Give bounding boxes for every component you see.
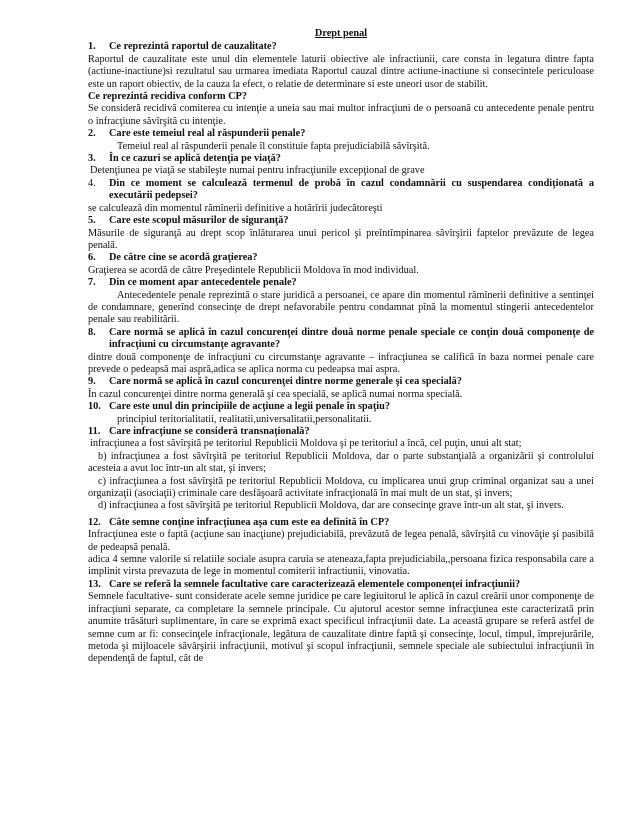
question-text: Care normă se aplică în cazul concurenţei dintre norme generale şi cea specială? (109, 376, 462, 388)
answer-5: Măsurile de siguranţă au drept scop înlăturarea unui pericol şi preîntîmpinarea săvîrşirii faptelor prevăzute de legea penală. (88, 227, 594, 251)
answer-12-b: adica 4 semne valorile si relatiile sociale asupra caruia se ateneaza,fapta prejudiciabila,,persoana fizica responsabila care a implinit virsta prevazuta de lege in momentul comiterii infractiunii, vinovatia. (88, 554, 594, 578)
question-text: Care se referă la semnele facultative care caracterizează elementele componenţei infracţiunii? (109, 578, 521, 590)
question-text: Din ce moment se calculează termenul de probă în cazul condamnării cu suspendarea condiţionată a executării pedepsei? (109, 177, 594, 202)
answer-recidiva: Se consideră recidivă comiterea cu intenţie a uneia sau mai multor infracţiuni de o persoană cu antecedente penale pentru o infracţiune săvîrşită cu intenţie. (88, 103, 594, 127)
question-text: Câte semne conţine infracţiunea aşa cum este ea definită în CP? (109, 516, 390, 528)
question-number: 10. (88, 401, 101, 413)
answer-9: În cazul concurenţei dintre norma generală şi cea specială, se aplică numai norma specială. (88, 388, 463, 400)
question-4 (88, 178, 594, 203)
question-number: 3. (88, 153, 96, 165)
answer-2: Temeiul real al răspunderii penale îl constituie fapta prejudiciabilă săvîrşită. (117, 140, 430, 152)
answer-13: Semnele facultative- sunt considerate acele semne juridice pe care legiuitorul le aplică în cazul creării unor componenţe de infracţiuni separate, ca completare la semnele principale. Cu ajutorul acestor semne infracţiunea este caracterizată prin anumite trăsături suplimentare, în care se exprimă exact specificul infracţiunii date. La această grupare se referă astfel de semne cum ar fi: consecinţele infracţionale, legătura de cauzalitate dintre faptă şi consecinţe, locul, timpul, împrejurările, metoda şi mijloacele săvârşirii infracţiunii, motivul şi scopul infracţiunii, semnele speciale ale subiectului infracţiunii în dependenţă de faptul, cât de (88, 591, 594, 665)
question-number: 7. (88, 277, 96, 289)
question-number: 12. (88, 516, 101, 528)
question-number: 8. (88, 326, 96, 338)
answer-12-a: Infracţiunea este o faptă (acţiune sau inacţiune) prejudiciabilă, prevăzută de legea penală, săvîrşită cu vinovăţie şi pasibilă de pedeapsă penală. (88, 529, 594, 553)
question-text: Care este unul din principiile de acţiune a legii penale în spaţiu? (109, 401, 390, 413)
answer-4: se calculează din momentul rămînerii definitive a hotărîrii judecătoreşti (88, 202, 383, 214)
question-number: 11. (88, 426, 101, 437)
question-number: 9. (88, 376, 96, 388)
question-12 (88, 517, 594, 529)
question-number: 5. (88, 215, 96, 227)
answer-11-c: c) infracţiunea a fost săvîrşită pe teritoriul Republicii Moldova, cu implicarea unui grup criminal organizat sau a unei organizaţii (asociaţii) criminale care desfăşoară activitate infracţională în mai mult de un stat, şi invers; (88, 475, 594, 500)
question-text: Care normă se aplică în cazul concurenţei dintre două norme penale speciale ce conţin două componenţe de infracţiuni cu circumstanţe agravante? (109, 326, 594, 351)
question-recidiva: Ce reprezintă recidiva conform CP? (88, 91, 247, 103)
answer-8: dintre două componenţe de infracţiuni cu circumstanţe agravante – infracţiunea se califică în baza normei penale care prevede o pedeapsă mai aspră,adica se aplica norma cu pedeapsa mai aspra. (88, 351, 594, 375)
answer-3: Detenţiunea pe viaţă se stabileşte numai pentru infracţiunile excepţional de grave (90, 165, 425, 177)
answer-6: Graţierea se acordă de către Preşedintele Republicii Moldova în mod individual. (88, 264, 419, 276)
question-text: Care infracţiune se consideră transnaţională? (109, 426, 310, 437)
answer-11-b: b) infracţiunea a fost săvîrşită pe teritoriul Republicii Moldova, dar o parte substanţială a organizării şi controlului acesteia a avut loc într-un alt stat, şi invers; (88, 450, 594, 475)
answer-7: Antecedentele penale reprezintă o stare juridică a persoanei, ce apare din momentul rămînerii definitive a sentinţei de condamnare, generînd consecinţe de drept nefavorabile pentru condamnat pînă la momentul stingerii antecedentelor penale sau reabilitării. (88, 289, 594, 326)
question-1 (88, 41, 594, 53)
question-text: De către cine se acordă graţierea? (109, 252, 258, 264)
question-number: 13. (88, 578, 101, 590)
question-number: 6. (88, 252, 96, 264)
question-text: Care este temeiul real al răspunderii penale? (109, 128, 306, 140)
question-text: Din ce moment apar antecedentele penale? (109, 277, 297, 289)
question-number: 2. (88, 128, 96, 140)
question-text: Ce reprezintă raportul de cauzalitate? (109, 41, 277, 53)
answer-1: Raportul de cauzalitate este unul din elementele laturii obiective ale infractiunii, care consta in legatura dintre fapta (actiune-inactiune)si rezultatul sau urmarea imediata Raportul cauzal dintre actiune-inactiune si consecintele periculoase este un raport obiectiv, de la cauza la efect, o relatie de determinare si este uneori usor de stabilit. (88, 53, 594, 90)
answer-11-d: d) infracţiunea a fost săvîrşită pe teritoriul Republicii Moldova, dar are consecinţe grave într-un alt stat, şi invers. (98, 500, 564, 512)
question-text: Care este scopul măsurilor de siguranţă? (109, 215, 289, 227)
question-9 (88, 376, 594, 388)
question-7 (88, 277, 594, 289)
question-13 (88, 579, 594, 591)
question-3 (88, 153, 594, 165)
question-6 (88, 252, 594, 264)
question-10 (88, 401, 594, 413)
question-number: 1. (88, 41, 96, 53)
answer-11-a: infracţiunea a fost săvîrşită pe teritoriul Republicii Moldova şi pe teritoriul a încă, cel puţin, unui alt stat; (90, 438, 522, 450)
page-title: Drept penal (314, 28, 368, 39)
question-text: În ce cazuri se aplică detenţia pe viaţă? (109, 153, 281, 165)
question-11 (88, 426, 594, 438)
question-8 (88, 327, 594, 352)
answer-10: principiul teritorialitatii, realitatii,universalitatii,personalitatii. (117, 413, 372, 425)
question-5 (88, 215, 594, 227)
question-number: 4. (88, 177, 96, 189)
question-2 (88, 128, 594, 140)
